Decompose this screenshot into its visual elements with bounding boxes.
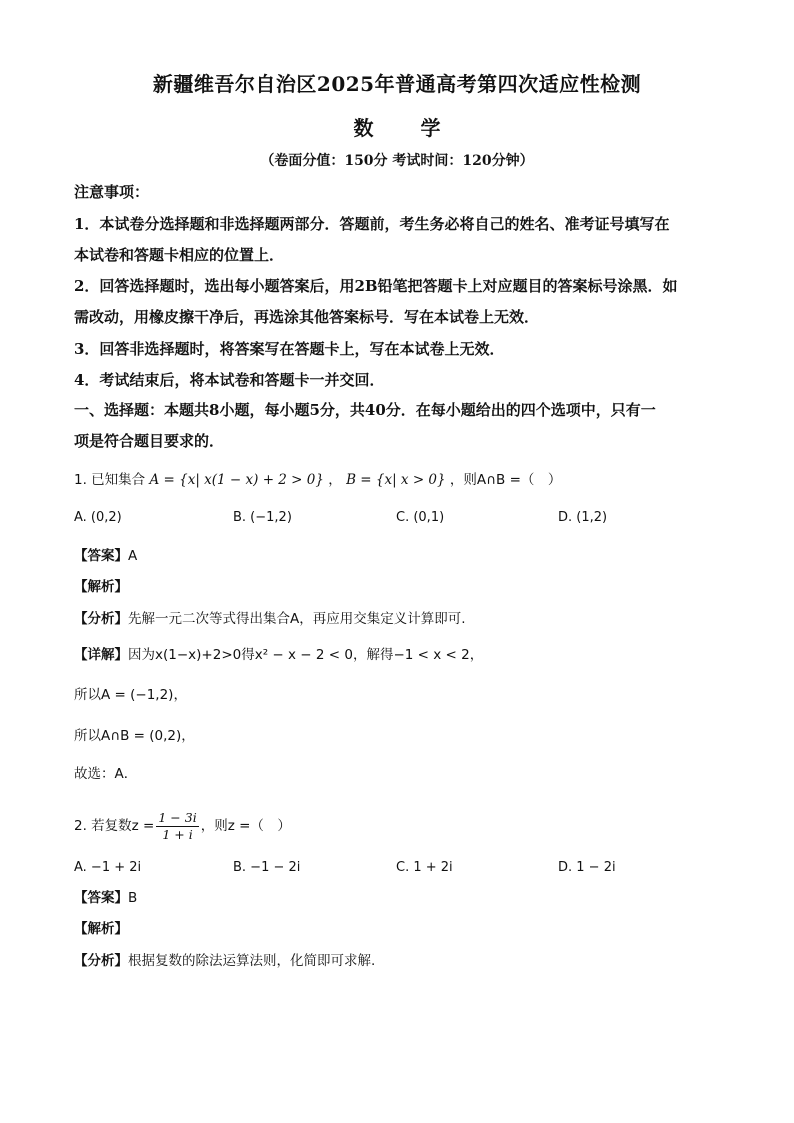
fenxi-label: 【分析】: [74, 611, 128, 627]
answer-value: A: [128, 548, 138, 564]
q1-sep: ，: [328, 472, 342, 488]
exam-meta: （卷面分值：150分 考试时间：120分钟）: [260, 153, 534, 169]
q1-prefix: 1. 已知集合: [74, 472, 146, 488]
q1-option-b: B. (−1,2): [233, 510, 292, 525]
q2-analysis-label: 【解析】: [74, 921, 128, 937]
q1-set-a: A = {x| x(1 − x) + 2 > 0}: [149, 472, 324, 488]
q1-detail-2: 所以A = (−1,2)，: [74, 687, 187, 703]
q2-numerator: 1 − 3i: [158, 809, 197, 825]
notice-item: 4．考试结束后，将本试卷和答题卡一并交回．: [74, 371, 385, 389]
q1-detail-4: 故选：A．: [74, 766, 138, 782]
exam-title: 新疆维吾尔自治区2025年普通高考第四次适应性检测: [152, 72, 642, 96]
detail-label: 【详解】: [74, 647, 128, 663]
q2-answer: [74, 888, 724, 908]
q1-option-c: C. (0,1): [396, 510, 445, 525]
q1-option-d: D. (1,2): [558, 510, 608, 525]
notice-item: 需改动，用橡皮擦干净后，再选涂其他答案标号．写在本试卷上无效．: [74, 308, 540, 326]
section-heading: 一、选择题：本题共8小题，每小题5分，共40分．在每小题给出的四个选项中，只有一: [74, 401, 656, 419]
question-2-stem: [74, 806, 724, 846]
q2-option-b: B. −1 − 2i: [233, 860, 301, 875]
answer-label: 【答案】: [74, 890, 128, 906]
q1-answer: [74, 546, 724, 566]
notice-item: 3．回答非选择题时，将答案写在答题卡上，写在本试卷上无效．: [74, 340, 505, 358]
notice-item: 1．本试卷分选择题和非选择题两部分．答题前，考生务必将自己的姓名、准考证号填写在: [74, 215, 670, 233]
fenxi-text: 先解一元二次等式得出集合A，再应用交集定义计算即可.: [128, 611, 466, 627]
q1-option-a: A. (0,2): [74, 510, 122, 525]
q2-fenxi: [74, 951, 724, 971]
q2-fraction: [156, 810, 198, 843]
q2-denominator: 1 + i: [162, 826, 193, 842]
section-heading-cont: 项是符合题目要求的．: [74, 432, 225, 450]
q2-option-d: D. 1 − 2i: [558, 860, 616, 875]
q1-detail: [74, 645, 724, 665]
q2-suffix: ，则z =（ ）: [200, 818, 291, 834]
q2-option-a: A. −1 + 2i: [74, 860, 142, 875]
detail-text: 因为x(1−x)+2>0得x² − x − 2 < 0，解得−1 < x < 2，: [128, 647, 484, 663]
q1-analysis-label: 【解析】: [74, 579, 128, 595]
answer-label: 【答案】: [74, 548, 128, 564]
q1-suffix: ，则A∩B =（ ）: [449, 472, 562, 488]
subject-title: 数 学: [353, 116, 461, 140]
q1-set-b: B = {x| x > 0}: [346, 472, 446, 488]
question-1-stem: [74, 470, 724, 490]
fenxi-label: 【分析】: [74, 953, 128, 969]
q1-detail-3: 所以A∩B = (0,2)，: [74, 728, 195, 744]
notice-heading: 注意事项：: [74, 183, 150, 201]
notice-item: 本试卷和答题卡相应的位置上．: [74, 246, 285, 264]
q1-fenxi: [74, 609, 724, 629]
q2-option-c: C. 1 + 2i: [396, 860, 453, 875]
fenxi-text: 根据复数的除法运算法则，化简即可求解.: [128, 953, 376, 969]
notice-item: 2．回答选择题时，选出每小题答案后，用2B铅笔把答题卡上对应题目的答案标号涂黑．如: [74, 277, 678, 295]
q2-prefix: 2. 若复数z =: [74, 818, 155, 834]
answer-value: B: [128, 890, 138, 906]
